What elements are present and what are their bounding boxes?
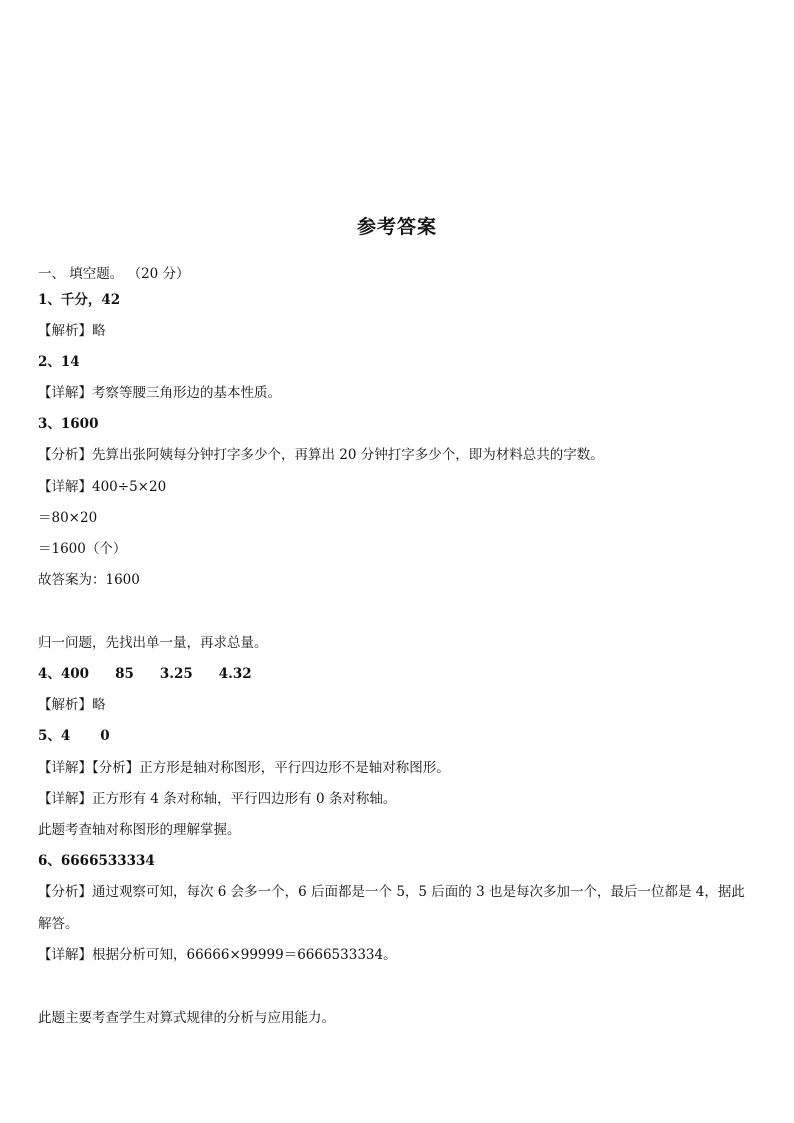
q5-detail-analysis: 【详解】【分析】正方形是轴对称图形，平行四边形不是轴对称图形。 xyxy=(38,760,450,776)
q5-answer xyxy=(38,728,110,744)
q5-note: 此题考查轴对称图形的理解掌握。 xyxy=(38,822,241,838)
q3-detail: 【详解】400÷5×20 xyxy=(38,479,167,495)
section-heading: 一、 填空题。 （20 分） xyxy=(38,266,190,282)
page-title: 参考答案 xyxy=(356,216,437,238)
q5-item-1: 5、4 xyxy=(38,728,71,744)
q4-answer xyxy=(38,666,252,682)
q5-detail: 【详解】正方形有 4 条对称轴，平行四边形有 0 条对称轴。 xyxy=(38,791,397,807)
q4-item-4: 4.32 xyxy=(218,666,252,682)
q6-answer: 6、6666533334 xyxy=(38,853,155,869)
q4-item-2: 85 xyxy=(115,666,134,682)
q2-answer: 2、14 xyxy=(38,354,80,370)
q3-answer: 3、1600 xyxy=(38,416,99,432)
q4-analysis: 【解析】略 xyxy=(38,697,106,713)
q3-conclusion: 故答案为：1600 xyxy=(38,572,140,588)
q1-analysis: 【解析】略 xyxy=(38,323,106,339)
q4-item-3: 3.25 xyxy=(159,666,193,682)
q3-analysis: 【分析】先算出张阿姨每分钟打字多少个，再算出 20 分钟打字多少个，即为材料总共的字数。 xyxy=(38,447,604,463)
q6-detail: 【详解】根据分析可知，66666×99999＝6666533334。 xyxy=(38,947,397,963)
q3-step1: ＝80×20 xyxy=(38,510,98,526)
q6-analysis-line1: 【分析】通过观察可知，每次 6 会多一个，6 后面都是一个 5，5 后面的 3 也是每次多加一个，最后一位都是 4，据此 xyxy=(38,884,745,900)
q1-answer: 1、千分，42 xyxy=(38,292,121,308)
q4-item-1: 4、400 xyxy=(38,666,90,682)
q6-analysis-line2: 解答。 xyxy=(38,916,79,932)
q3-note: 归一问题，先找出单一量，再求总量。 xyxy=(38,635,268,651)
q5-item-2: 0 xyxy=(100,728,110,744)
q3-step2: ＝1600（个） xyxy=(38,541,127,557)
q6-note: 此题主要考查学生对算式规律的分析与应用能力。 xyxy=(38,1010,335,1026)
q2-detail: 【详解】考察等腰三角形边的基本性质。 xyxy=(38,385,281,401)
